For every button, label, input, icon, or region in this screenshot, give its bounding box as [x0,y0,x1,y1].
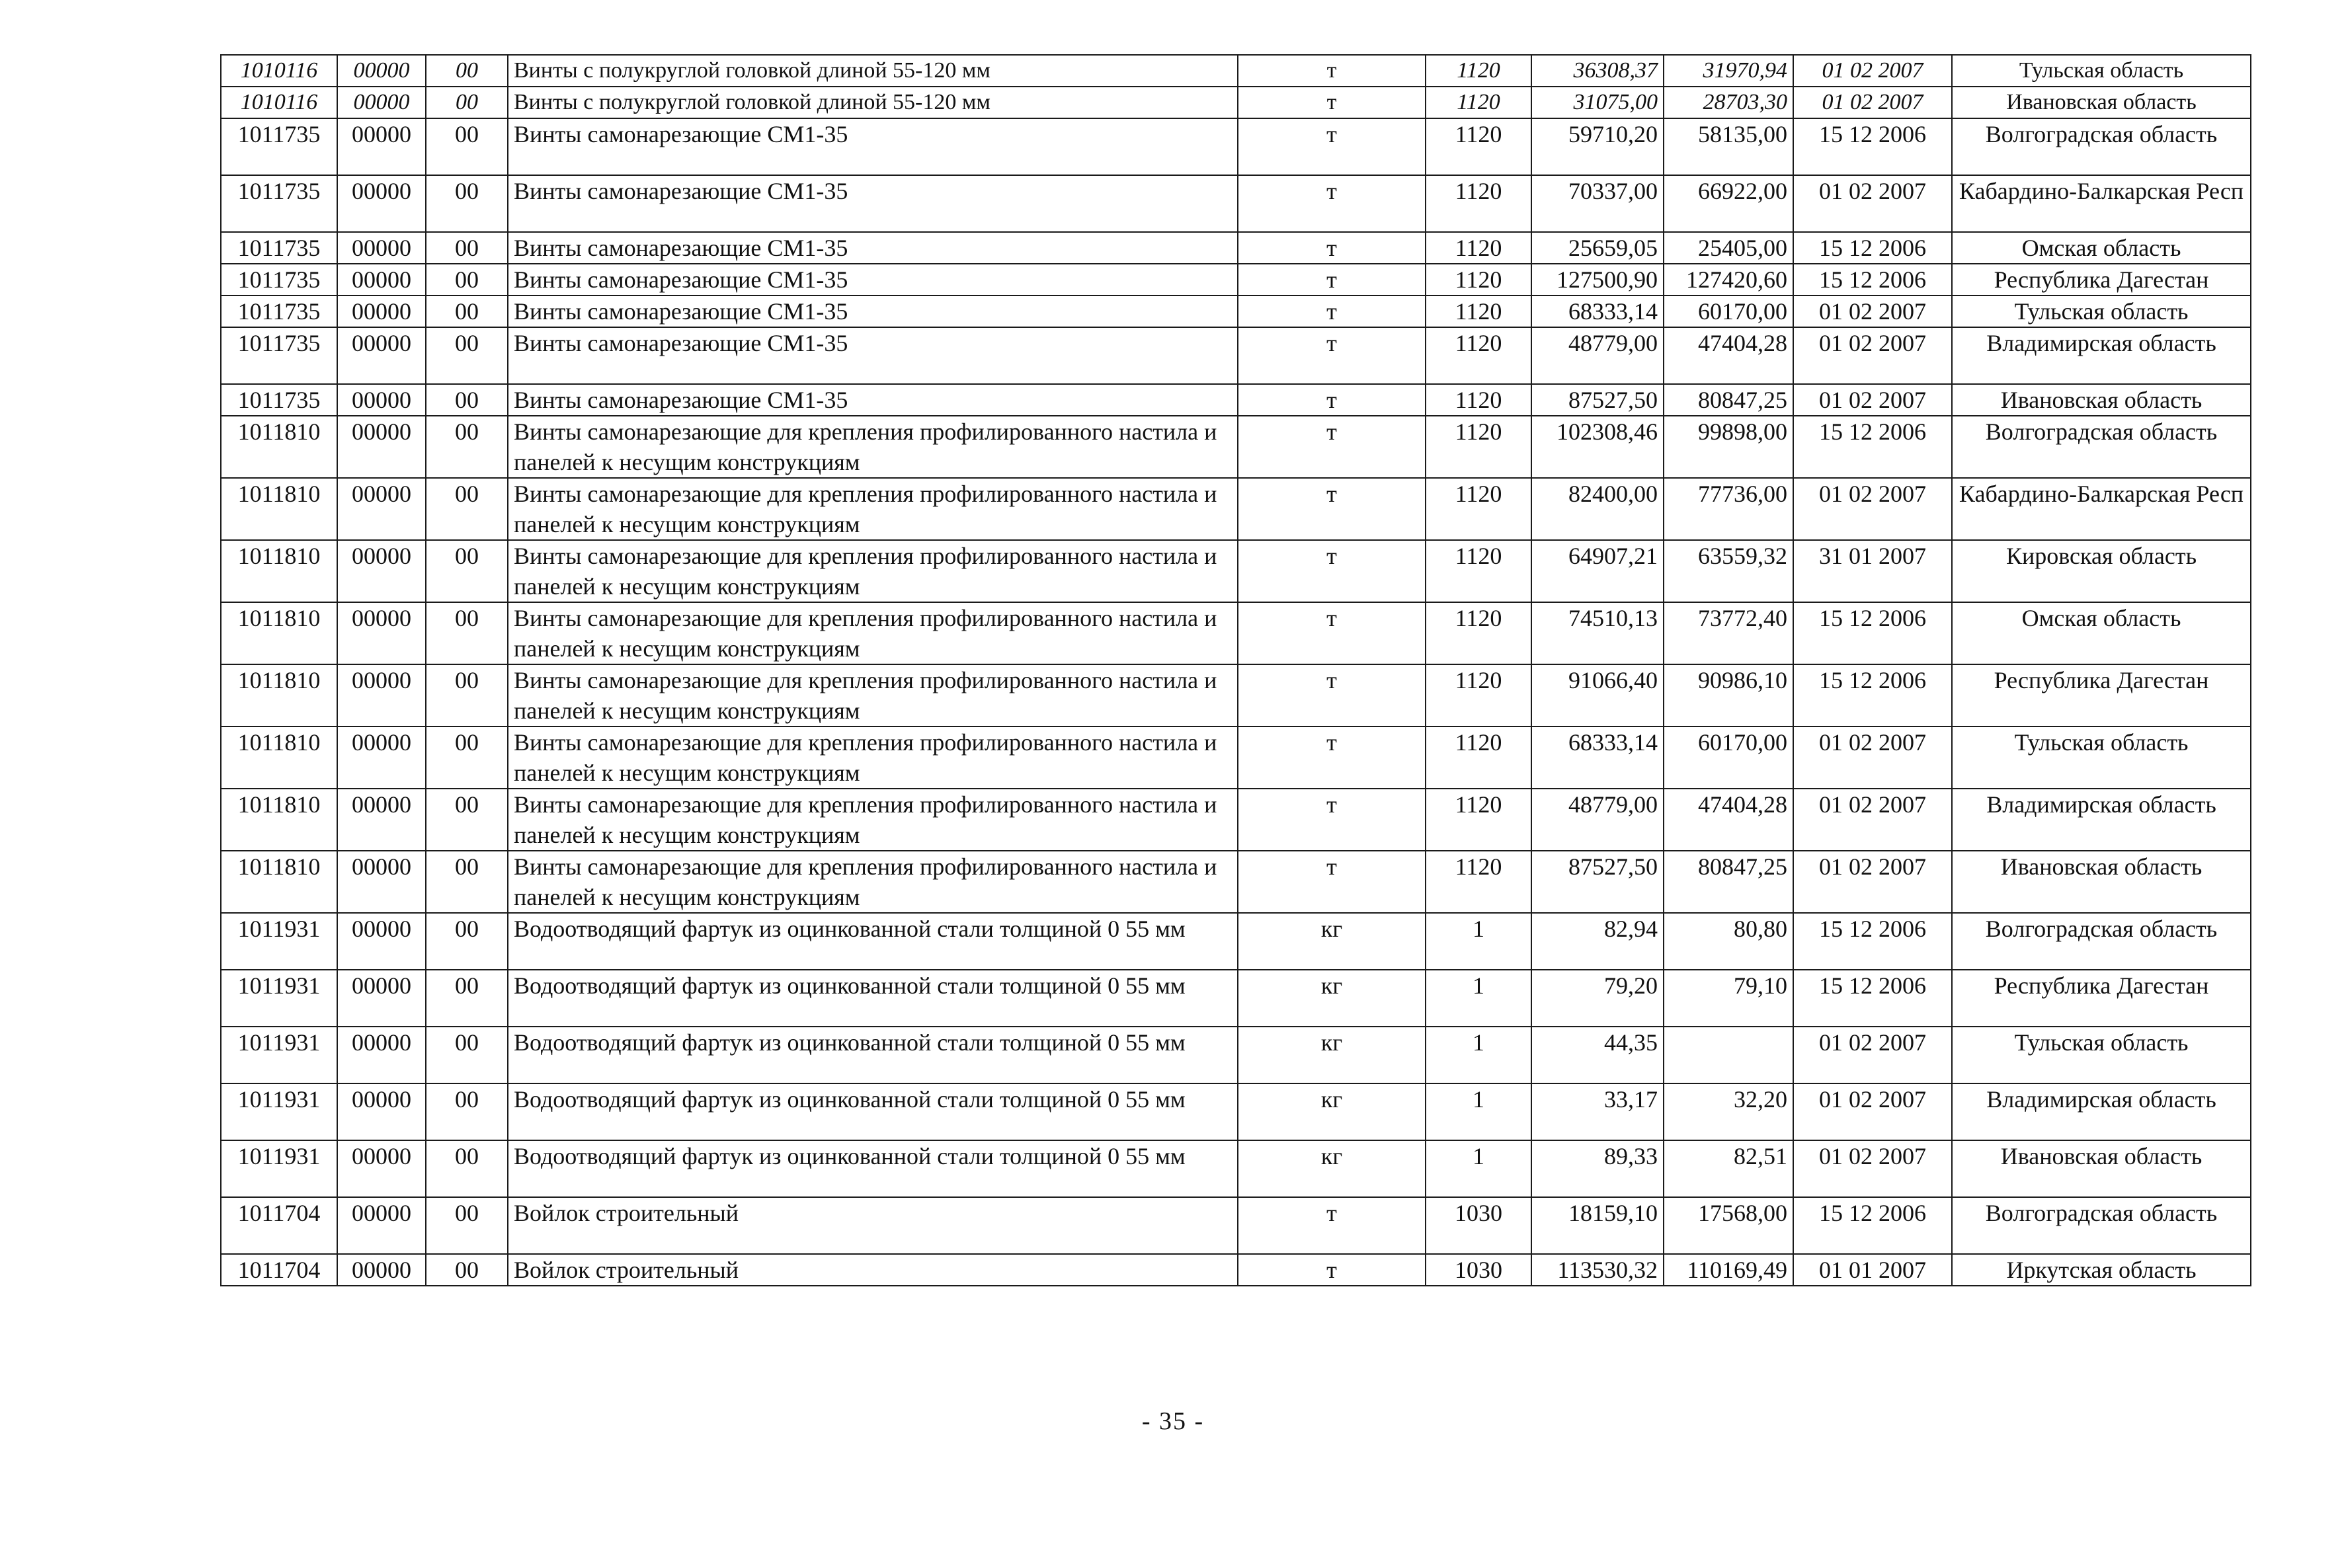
cell-price-without-vat: 77736,00 [1664,478,1793,540]
cell-product-name: Войлок строительный [508,1197,1238,1254]
cell-category: 00 [426,602,508,664]
cell-price-with-vat: 68333,14 [1531,295,1664,327]
cell-product-name: Винты самонарезающие для крепления профилированного настила и панелей к несущим конструкциям [508,789,1238,851]
cell-product-name: Войлок строительный [508,1254,1238,1286]
cell-product-code: 1011810 [221,540,337,602]
cell-subcode: 00000 [337,264,426,295]
cell-region: Республика Дагестан [1952,664,2251,726]
cell-date: 15 12 2006 [1793,264,1952,295]
cell-product-code: 1011704 [221,1197,337,1254]
cell-unit: т [1238,1197,1426,1254]
cell-price-without-vat: 79,10 [1664,970,1793,1027]
cell-product-code: 1011931 [221,913,337,970]
cell-region: Ивановская область [1952,87,2251,118]
cell-okei-code: 1 [1426,1083,1531,1140]
cell-subcode: 00000 [337,478,426,540]
cell-subcode: 00000 [337,726,426,789]
cell-product-name: Винты самонарезающие СМ1-35 [508,264,1238,295]
cell-unit: т [1238,295,1426,327]
cell-region: Владимирская область [1952,327,2251,384]
table-row [221,118,2251,175]
cell-date: 01 02 2007 [1793,1140,1952,1197]
table-row [221,1083,2251,1140]
cell-price-without-vat: 25405,00 [1664,232,1793,264]
cell-price-with-vat: 87527,50 [1531,851,1664,913]
cell-price-with-vat: 91066,40 [1531,664,1664,726]
cell-subcode: 00000 [337,55,426,87]
cell-unit: т [1238,726,1426,789]
table-row [221,175,2251,232]
cell-price-without-vat: 32,20 [1664,1083,1793,1140]
cell-okei-code: 1120 [1426,55,1531,87]
cell-date: 15 12 2006 [1793,416,1952,478]
cell-price-with-vat: 33,17 [1531,1083,1664,1140]
cell-price-with-vat: 89,33 [1531,1140,1664,1197]
cell-product-code: 1011810 [221,478,337,540]
table-row [221,264,2251,295]
table-row [221,87,2251,118]
cell-category: 00 [426,789,508,851]
table-row [221,726,2251,789]
cell-subcode: 00000 [337,295,426,327]
cell-category: 00 [426,970,508,1027]
cell-unit: кг [1238,970,1426,1027]
cell-product-name: Винты с полукруглой головкой длиной 55-120 мм [508,55,1238,87]
cell-subcode: 00000 [337,913,426,970]
cell-price-with-vat: 48779,00 [1531,327,1664,384]
cell-category: 00 [426,726,508,789]
cell-region: Республика Дагестан [1952,264,2251,295]
cell-subcode: 00000 [337,416,426,478]
cell-unit: т [1238,540,1426,602]
cell-category: 00 [426,327,508,384]
cell-region: Тульская область [1952,295,2251,327]
table-body [221,55,2251,1286]
cell-date: 15 12 2006 [1793,602,1952,664]
cell-price-without-vat: 47404,28 [1664,327,1793,384]
table-row [221,970,2251,1027]
cell-unit: т [1238,327,1426,384]
cell-category: 00 [426,1140,508,1197]
cell-okei-code: 1120 [1426,295,1531,327]
cell-okei-code: 1120 [1426,478,1531,540]
cell-unit: кг [1238,1027,1426,1083]
cell-subcode: 00000 [337,87,426,118]
cell-okei-code: 1 [1426,1027,1531,1083]
cell-unit: т [1238,232,1426,264]
cell-product-code: 1011735 [221,295,337,327]
cell-price-with-vat: 102308,46 [1531,416,1664,478]
cell-unit: кг [1238,1140,1426,1197]
cell-subcode: 00000 [337,1083,426,1140]
cell-date: 01 02 2007 [1793,478,1952,540]
cell-unit: кг [1238,1083,1426,1140]
cell-category: 00 [426,295,508,327]
cell-price-without-vat: 28703,30 [1664,87,1793,118]
table-row [221,789,2251,851]
cell-region: Волгоградская область [1952,913,2251,970]
cell-okei-code: 1120 [1426,726,1531,789]
cell-okei-code: 1120 [1426,87,1531,118]
cell-date: 01 02 2007 [1793,295,1952,327]
cell-product-code: 1011931 [221,1140,337,1197]
cell-product-code: 1011810 [221,789,337,851]
cell-category: 00 [426,87,508,118]
cell-category: 00 [426,1083,508,1140]
cell-unit: т [1238,384,1426,416]
cell-product-code: 1011810 [221,602,337,664]
cell-price-with-vat: 79,20 [1531,970,1664,1027]
cell-product-name: Винты самонарезающие СМ1-35 [508,232,1238,264]
cell-product-code: 1011931 [221,1083,337,1140]
cell-date: 01 02 2007 [1793,851,1952,913]
cell-date: 15 12 2006 [1793,913,1952,970]
table-row [221,540,2251,602]
cell-price-with-vat: 70337,00 [1531,175,1664,232]
cell-okei-code: 1 [1426,1140,1531,1197]
cell-date: 01 02 2007 [1793,327,1952,384]
cell-region: Тульская область [1952,55,2251,87]
cell-price-without-vat: 110169,49 [1664,1254,1793,1286]
cell-unit: т [1238,664,1426,726]
cell-category: 00 [426,55,508,87]
cell-product-code: 1011735 [221,118,337,175]
cell-okei-code: 1120 [1426,664,1531,726]
cell-subcode: 00000 [337,789,426,851]
cell-date: 01 02 2007 [1793,726,1952,789]
cell-region: Кабардино-Балкарская Респ [1952,175,2251,232]
cell-product-code: 1011704 [221,1254,337,1286]
cell-subcode: 00000 [337,1254,426,1286]
cell-unit: т [1238,789,1426,851]
cell-price-without-vat: 82,51 [1664,1140,1793,1197]
cell-price-without-vat: 47404,28 [1664,789,1793,851]
cell-category: 00 [426,1197,508,1254]
cell-region: Волгоградская область [1952,416,2251,478]
cell-subcode: 00000 [337,602,426,664]
cell-unit: кг [1238,913,1426,970]
table-row [221,295,2251,327]
cell-price-without-vat: 63559,32 [1664,540,1793,602]
cell-region: Омская область [1952,232,2251,264]
table-row [221,913,2251,970]
cell-price-with-vat: 68333,14 [1531,726,1664,789]
cell-okei-code: 1 [1426,913,1531,970]
cell-region: Ивановская область [1952,384,2251,416]
cell-unit: т [1238,175,1426,232]
cell-price-without-vat: 60170,00 [1664,295,1793,327]
cell-date: 01 02 2007 [1793,1083,1952,1140]
cell-category: 00 [426,264,508,295]
cell-product-name: Водоотводящий фартук из оцинкованной стали толщиной 0 55 мм [508,1027,1238,1083]
cell-date: 15 12 2006 [1793,118,1952,175]
cell-category: 00 [426,478,508,540]
cell-product-code: 1010116 [221,55,337,87]
cell-price-with-vat: 25659,05 [1531,232,1664,264]
cell-region: Республика Дагестан [1952,970,2251,1027]
cell-product-code: 1011735 [221,264,337,295]
table-row [221,232,2251,264]
cell-unit: т [1238,1254,1426,1286]
table-row [221,602,2251,664]
cell-price-with-vat: 127500,90 [1531,264,1664,295]
cell-unit: т [1238,55,1426,87]
cell-category: 00 [426,384,508,416]
cell-category: 00 [426,664,508,726]
cell-price-without-vat [1664,1027,1793,1083]
table-row [221,416,2251,478]
cell-unit: т [1238,851,1426,913]
cell-price-with-vat: 59710,20 [1531,118,1664,175]
cell-subcode: 00000 [337,327,426,384]
price-table [220,54,2251,1286]
cell-product-code: 1011931 [221,1027,337,1083]
cell-product-name: Винты самонарезающие для крепления профилированного настила и панелей к несущим конструкциям [508,664,1238,726]
cell-product-name: Водоотводящий фартук из оцинкованной стали толщиной 0 55 мм [508,913,1238,970]
cell-okei-code: 1 [1426,970,1531,1027]
table-row [221,1197,2251,1254]
table-row [221,1140,2251,1197]
cell-product-name: Винты самонарезающие для крепления профилированного настила и панелей к несущим конструкциям [508,602,1238,664]
cell-okei-code: 1120 [1426,232,1531,264]
cell-product-name: Винты самонарезающие для крепления профилированного настила и панелей к несущим конструкциям [508,851,1238,913]
cell-subcode: 00000 [337,851,426,913]
cell-product-name: Винты самонарезающие СМ1-35 [508,327,1238,384]
cell-product-code: 1011810 [221,726,337,789]
cell-price-without-vat: 80,80 [1664,913,1793,970]
cell-region: Владимирская область [1952,789,2251,851]
table-row [221,1254,2251,1286]
cell-price-without-vat: 90986,10 [1664,664,1793,726]
cell-price-with-vat: 36308,37 [1531,55,1664,87]
table-row [221,851,2251,913]
cell-price-without-vat: 66922,00 [1664,175,1793,232]
cell-category: 00 [426,118,508,175]
table-row [221,384,2251,416]
cell-date: 01 01 2007 [1793,1254,1952,1286]
cell-price-without-vat: 31970,94 [1664,55,1793,87]
cell-region: Тульская область [1952,1027,2251,1083]
cell-region: Владимирская область [1952,1083,2251,1140]
cell-subcode: 00000 [337,118,426,175]
cell-product-code: 1011810 [221,851,337,913]
page-number: - 35 - [1141,1407,1205,1435]
cell-category: 00 [426,1254,508,1286]
cell-unit: т [1238,118,1426,175]
cell-product-code: 1010116 [221,87,337,118]
table-row [221,55,2251,87]
cell-price-with-vat: 113530,32 [1531,1254,1664,1286]
cell-okei-code: 1120 [1426,384,1531,416]
cell-subcode: 00000 [337,384,426,416]
cell-region: Волгоградская область [1952,1197,2251,1254]
cell-region: Волгоградская область [1952,118,2251,175]
cell-category: 00 [426,851,508,913]
cell-product-code: 1011735 [221,327,337,384]
cell-product-name: Водоотводящий фартук из оцинкованной стали толщиной 0 55 мм [508,1140,1238,1197]
cell-product-code: 1011931 [221,970,337,1027]
cell-subcode: 00000 [337,232,426,264]
cell-date: 31 01 2007 [1793,540,1952,602]
cell-category: 00 [426,416,508,478]
cell-region: Ивановская область [1952,1140,2251,1197]
cell-price-with-vat: 87527,50 [1531,384,1664,416]
cell-okei-code: 1120 [1426,851,1531,913]
cell-category: 00 [426,1027,508,1083]
cell-price-without-vat: 17568,00 [1664,1197,1793,1254]
cell-product-code: 1011810 [221,664,337,726]
cell-date: 01 02 2007 [1793,384,1952,416]
cell-okei-code: 1120 [1426,327,1531,384]
cell-region: Иркутская область [1952,1254,2251,1286]
cell-region: Кировская область [1952,540,2251,602]
cell-okei-code: 1120 [1426,789,1531,851]
table-row [221,327,2251,384]
cell-product-name: Водоотводящий фартук из оцинкованной стали толщиной 0 55 мм [508,970,1238,1027]
cell-okei-code: 1030 [1426,1254,1531,1286]
cell-product-name: Винты самонарезающие для крепления профилированного настила и панелей к несущим конструкциям [508,416,1238,478]
cell-price-with-vat: 82400,00 [1531,478,1664,540]
cell-subcode: 00000 [337,1197,426,1254]
cell-subcode: 00000 [337,664,426,726]
cell-product-name: Винты самонарезающие для крепления профилированного настила и панелей к несущим конструкциям [508,478,1238,540]
cell-product-code: 1011735 [221,175,337,232]
cell-product-name: Винты самонарезающие для крепления профилированного настила и панелей к несущим конструкциям [508,540,1238,602]
cell-product-name: Водоотводящий фартук из оцинкованной стали толщиной 0 55 мм [508,1083,1238,1140]
cell-region: Омская область [1952,602,2251,664]
cell-subcode: 00000 [337,175,426,232]
cell-okei-code: 1030 [1426,1197,1531,1254]
cell-product-name: Винты самонарезающие СМ1-35 [508,118,1238,175]
cell-price-with-vat: 44,35 [1531,1027,1664,1083]
cell-price-with-vat: 64907,21 [1531,540,1664,602]
cell-okei-code: 1120 [1426,602,1531,664]
cell-unit: т [1238,478,1426,540]
cell-price-without-vat: 73772,40 [1664,602,1793,664]
table-row [221,1027,2251,1083]
cell-region: Ивановская область [1952,851,2251,913]
cell-category: 00 [426,232,508,264]
cell-price-without-vat: 58135,00 [1664,118,1793,175]
cell-product-name: Винты самонарезающие СМ1-35 [508,384,1238,416]
cell-price-with-vat: 48779,00 [1531,789,1664,851]
cell-date: 15 12 2006 [1793,232,1952,264]
cell-okei-code: 1120 [1426,118,1531,175]
cell-date: 15 12 2006 [1793,664,1952,726]
cell-okei-code: 1120 [1426,175,1531,232]
cell-price-without-vat: 60170,00 [1664,726,1793,789]
cell-date: 01 02 2007 [1793,789,1952,851]
cell-price-with-vat: 31075,00 [1531,87,1664,118]
cell-price-with-vat: 18159,10 [1531,1197,1664,1254]
cell-category: 00 [426,540,508,602]
cell-date: 01 02 2007 [1793,87,1952,118]
cell-okei-code: 1120 [1426,416,1531,478]
cell-okei-code: 1120 [1426,264,1531,295]
cell-price-without-vat: 127420,60 [1664,264,1793,295]
cell-price-without-vat: 80847,25 [1664,384,1793,416]
cell-date: 01 02 2007 [1793,55,1952,87]
cell-price-with-vat: 74510,13 [1531,602,1664,664]
cell-region: Тульская область [1952,726,2251,789]
cell-date: 15 12 2006 [1793,970,1952,1027]
table-row [221,664,2251,726]
cell-product-name: Винты самонарезающие СМ1-35 [508,175,1238,232]
cell-subcode: 00000 [337,1140,426,1197]
cell-category: 00 [426,913,508,970]
cell-unit: т [1238,602,1426,664]
cell-product-name: Винты с полукруглой головкой длиной 55-120 мм [508,87,1238,118]
cell-unit: т [1238,87,1426,118]
table-row [221,478,2251,540]
cell-unit: т [1238,416,1426,478]
cell-category: 00 [426,175,508,232]
cell-date: 01 02 2007 [1793,175,1952,232]
cell-price-with-vat: 82,94 [1531,913,1664,970]
cell-date: 15 12 2006 [1793,1197,1952,1254]
cell-subcode: 00000 [337,970,426,1027]
cell-price-without-vat: 80847,25 [1664,851,1793,913]
cell-date: 01 02 2007 [1793,1027,1952,1083]
cell-subcode: 00000 [337,1027,426,1083]
cell-price-without-vat: 99898,00 [1664,416,1793,478]
cell-unit: т [1238,264,1426,295]
cell-product-name: Винты самонарезающие для крепления профилированного настила и панелей к несущим конструкциям [508,726,1238,789]
cell-product-code: 1011810 [221,416,337,478]
cell-okei-code: 1120 [1426,540,1531,602]
cell-product-code: 1011735 [221,232,337,264]
cell-product-code: 1011735 [221,384,337,416]
cell-region: Кабардино-Балкарская Респ [1952,478,2251,540]
cell-subcode: 00000 [337,540,426,602]
cell-product-name: Винты самонарезающие СМ1-35 [508,295,1238,327]
